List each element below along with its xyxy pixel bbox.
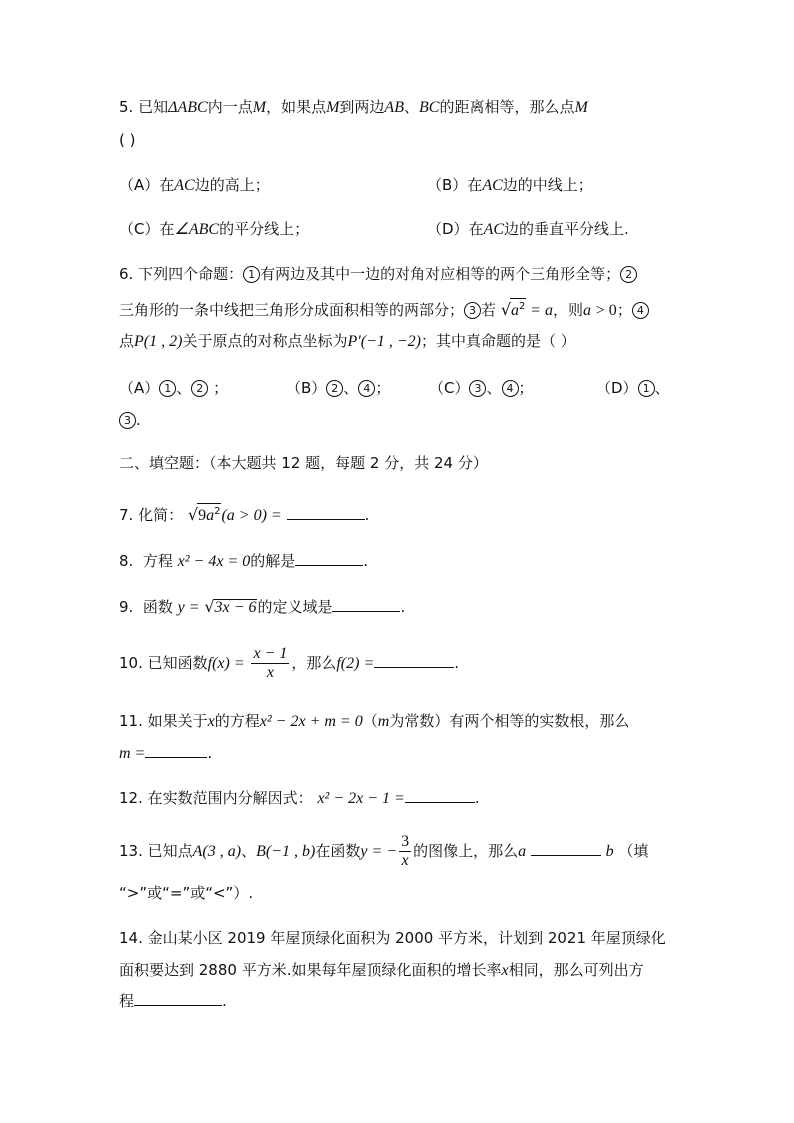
answer-blank[interactable] — [295, 551, 363, 566]
q5-option-d: （D）在AC边的垂直平分线上. — [427, 220, 629, 238]
q6-line1: 6. 下列四个命题： 1 有两边及其中一边的对角对应相等的两个三角形全等； 2 — [119, 264, 637, 284]
q10: 10. 已知函数f(x) = $\frac{x - 1}{x}$ ，那么f(2) = . — [119, 645, 460, 681]
answer-blank[interactable] — [134, 991, 222, 1006]
q6-option-b: （B） 2 、 4 ； — [286, 379, 391, 397]
answer-blank[interactable] — [531, 841, 601, 856]
q11-line2: m = . — [119, 744, 213, 762]
q6-option-d: （D） 1 、 — [596, 379, 670, 397]
answer-blank[interactable] — [405, 788, 475, 803]
answer-blank[interactable] — [145, 743, 207, 758]
q11-line1: 11. 如果关于x的方程x² − 2x + m = 0（m为常数）有两个相等的实数根，那么 — [119, 712, 630, 730]
q14-line3: 程 . — [119, 992, 227, 1010]
q8: 8. 方程 x² − 4x = 0的解是 . — [119, 552, 369, 570]
q6-line2: 三角形的一条中线把三角形分成面积相等的两部分； 3 若 $√a^2 = a$，则a > 0； 4 — [119, 298, 649, 321]
q6-option-c: （C） 3 、 4 ； — [429, 379, 534, 397]
q5-option-a: （A）在AC边的高上； — [119, 176, 270, 194]
section-heading: 二、填空题：（本大题共 12 题，每题 2 分，共 24 分） — [119, 454, 488, 472]
answer-blank[interactable] — [287, 505, 365, 520]
q13-line2: “>”或“=”或“<”）. — [119, 884, 254, 902]
q6-options: （A） 1 、 2 ； — [119, 379, 229, 397]
q5-stem: 5. 已知ΔABC内一点M，如果点M到两边AB、BC的距离相等，那么点M — [119, 98, 588, 116]
q6-line3: 点P(1 , 2)关于原点的对称点坐标为P′(−1 , −2)；其中真命题的是（ ） — [119, 332, 576, 350]
q5-option-b: （B）在AC边的中线上； — [427, 176, 593, 194]
q7: 7. 化简： $√9a^2(a > 0)$ = . — [119, 505, 370, 524]
answer-blank[interactable] — [332, 597, 400, 612]
q14-line1: 14. 金山某小区 2019 年屋顶绿化面积为 2000 平方米，计划到 2021 年屋顶绿化 — [119, 929, 666, 947]
q6-option-d-cont: 3 . — [119, 410, 141, 430]
q12: 12. 在实数范围内分解因式： x² − 2x − 1 = . — [119, 789, 480, 807]
q5-option-c: （C）在∠ABC的平分线上； — [119, 220, 310, 238]
q13-line1: 13. 已知点A(3 , a)、B(−1 , b)在函数y = − $\frac{3}{x}$ 的图像上，那么a b （填 — [119, 833, 649, 869]
q5-answer-paren: ( ) — [119, 131, 136, 149]
q9: 9. 函数 y = √3x − 6的定义域是 . — [119, 597, 406, 616]
answer-blank[interactable] — [374, 653, 454, 668]
q14-line2: 面积要达到 2880 平方米.如果每年屋顶绿化面积的增长率x相同，那么可列出方 — [119, 961, 644, 979]
